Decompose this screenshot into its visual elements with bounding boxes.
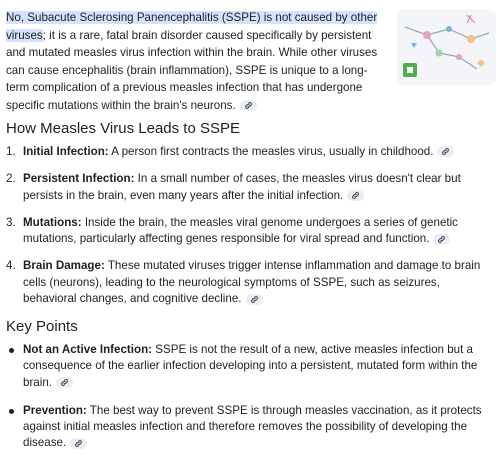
list-number: 4. [6, 259, 16, 273]
steps-list [6, 144, 496, 318]
link-icon [441, 147, 450, 156]
item-text: These mutated viruses trigger intense inflammation and damage to brain cells (neurons), leading to the neurological symptoms of SSPE, such as seizures, behavioral changes, and cognitive decline. [23, 259, 481, 306]
section-heading-how: How Measles Virus Leads to SSPE [6, 120, 241, 137]
list-number: 1. [6, 145, 16, 158]
link-icon [250, 295, 259, 304]
list-item [6, 215, 496, 248]
item-title: Mutations: [23, 215, 82, 229]
link-icon [437, 235, 446, 244]
bullet-icon [9, 348, 14, 353]
link-icon [244, 101, 253, 110]
item-title: Initial Infection: [23, 145, 109, 158]
item-text: The best way to prevent SSPE is through measles vaccination, as it protects against initial measles infection and therefore removes the possibility of developing the disease. [23, 403, 482, 450]
source-link-chip[interactable] [240, 100, 257, 111]
key-points-list [6, 342, 496, 464]
item-title: Prevention: [23, 403, 87, 417]
item-text: A person first contracts the measles virus, usually in childhood. [108, 145, 434, 158]
list-number: 2. [6, 172, 16, 186]
item-text: SSPE is not the result of a new, active measles infection but a consequence of the earlier infection developing into a persistent, mutated form within the brain. [23, 343, 478, 389]
highlighted-answer: No, Subacute Sclerosing Panencephalitis (SSPE) is not caused by other viruses [6, 11, 378, 42]
link-icon [74, 439, 83, 448]
source-link-chip[interactable] [56, 377, 73, 388]
source-link-chip[interactable] [347, 190, 364, 201]
item-title: Brain Damage: [23, 259, 105, 273]
list-item [6, 403, 496, 452]
item-title: Persistent Infection: [23, 172, 135, 186]
section-heading-key-points: Key Points [6, 318, 78, 335]
source-link-chip[interactable] [437, 146, 454, 157]
link-icon [60, 378, 69, 387]
list-item [6, 144, 496, 160]
list-item [6, 171, 496, 204]
item-text: Inside the brain, the measles viral genome undergoes a series of genetic mutations, particularly affecting genes responsible for viral spread and function. [23, 215, 458, 246]
item-text: In a small number of cases, the measles virus doesn't clear but persists in the brain, even many years after the initial infection. [23, 172, 461, 202]
list-item [6, 342, 496, 391]
item-title: Not an Active Infection: [23, 343, 153, 356]
source-link-chip[interactable] [246, 294, 263, 305]
source-link-chip[interactable] [433, 234, 450, 245]
list-item [6, 258, 496, 307]
intro-text: ; it is a rare, fatal brain disorder caused specifically by persistent and mutated measles virus infection within the brain. While other viruses can cause encephalitis (brain inflammation), SSPE is unique to a long-term complication of a previous measles infection that has undergone specific mutations within the brain's neurons. [6, 28, 378, 112]
intro-paragraph [6, 9, 389, 115]
neuron-diagram-thumbnail[interactable] [397, 9, 496, 85]
link-icon [351, 191, 360, 200]
bullet-icon [9, 409, 14, 414]
list-number: 3. [6, 215, 16, 229]
